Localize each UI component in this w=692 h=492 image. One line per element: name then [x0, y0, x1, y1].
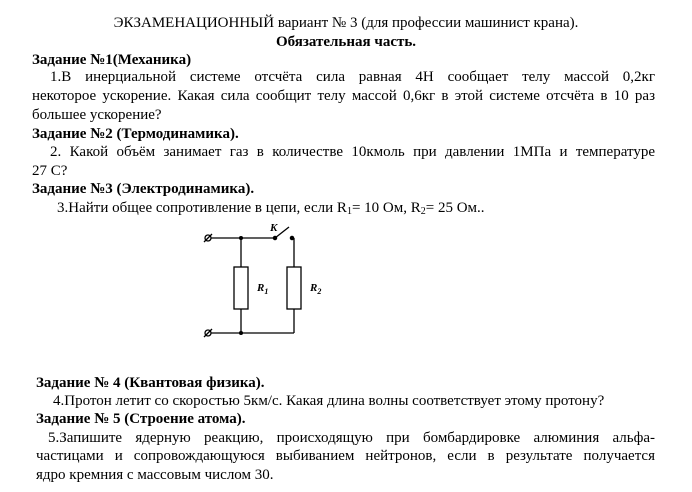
task3-sub1: 1 — [346, 206, 352, 217]
task3-heading: Задание №3 (Электродинамика). — [32, 181, 255, 197]
task2-heading: Задание №2 (Термодинамика). — [32, 126, 239, 142]
section-subtitle: Обязательная часть. — [275, 34, 417, 50]
task5-line2: частицами и сопровождающуюся выбиванием нейтронов, если в результате получается — [36, 448, 655, 464]
r1-label — [256, 282, 268, 296]
task3-text-a: 3.Найти общее сопротивление в цепи, если R — [57, 200, 347, 216]
task1-heading: Задание №1(Механика) — [32, 52, 192, 68]
junction-top — [240, 237, 243, 240]
task2-line2: 27 С? — [32, 163, 68, 179]
task2-line1: 2. Какой объём занимает газ в количестве 10кмоль при давлении 1МПа и температуре — [50, 144, 655, 160]
switch-label: K — [270, 222, 278, 234]
task3-text-b: = 10 Ом, R — [351, 200, 421, 216]
resistor-r2 — [287, 267, 301, 309]
r2-label-sub: 2 — [317, 287, 322, 296]
task5-heading: Задание № 5 (Строение атома). — [36, 411, 246, 427]
task3-text-c: = 25 Ом.. — [425, 200, 485, 216]
task1-line3: большее ускорение? — [32, 107, 162, 123]
r1-label-letter: R — [257, 282, 265, 294]
junction-bottom — [240, 332, 243, 335]
task5-line1: 5.Запишите ядерную реакцию, происходящую при бомбардировке алюминия альфа- — [48, 430, 655, 446]
task5-line3: ядро кремния с массовым числом 30. — [36, 467, 274, 483]
circuit-diagram — [190, 215, 350, 345]
task4-line1: 4.Протон летит со скоростью 5км/с. Какая длина волны соответствует этому протону? — [53, 393, 605, 409]
task1-line2: некоторое ускорение. Какая сила сообщит телу массой 0,6кг в этой системе отсчёта в 10 раз — [32, 88, 655, 104]
exam-title: ЭКЗАМЕНАЦИОННЫЙ вариант № 3 (для профессии машинист крана). — [113, 15, 579, 31]
r2-label — [309, 282, 321, 296]
task1-line1: 1.В инерциальной системе отсчёта сила равная 4Н сообщает телу массой 0,2кг — [50, 69, 655, 85]
task3-sub2: 2 — [420, 206, 426, 217]
task4-heading: Задание № 4 (Квантовая физика). — [36, 375, 265, 391]
r1-label-sub: 1 — [264, 287, 269, 296]
resistor-r1 — [234, 267, 248, 309]
r2-label-letter: R — [310, 282, 318, 294]
